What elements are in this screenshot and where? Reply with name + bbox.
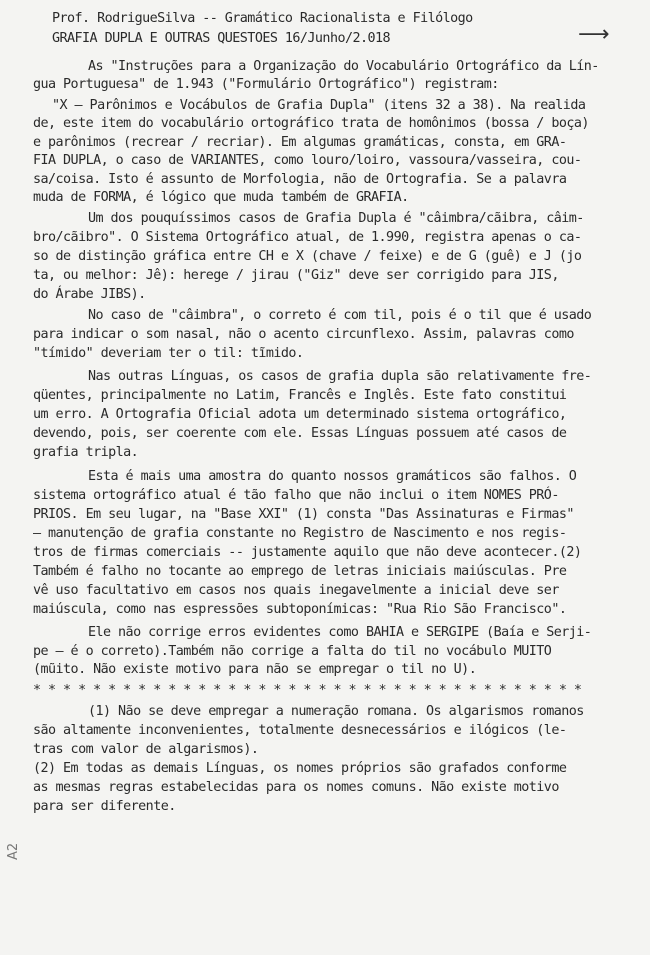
text-line: "tímido" deveriam ter o til: tĩmido. <box>33 346 304 361</box>
text-line: — manutenção de grafia constante no Registro de Nascimento e nos regis- <box>33 526 567 541</box>
text-line: (2) Em todas as demais Línguas, os nomes próprios são grafados conforme <box>33 761 567 776</box>
text-line: Um dos pouquíssimos casos de Grafia Dupla é "câimbra/cãibra, câim- <box>88 211 584 226</box>
text-line: FIA DUPLA, o caso de VARIANTES, como louro/loiro, vassoura/vasseira, cou- <box>33 153 582 168</box>
text-line: ta, ou melhor: Jê): herege / jirau ("Giz" deve ser corrigido para JIS, <box>33 268 559 283</box>
text-line: As "Instruções para a Organização do Vocabulário Ortográfico da Lín- <box>88 59 599 74</box>
text-line: (1) Não se deve empregar a numeração romana. Os algarismos romanos <box>88 704 584 719</box>
text-line: gua Portuguesa" de 1.943 ("Formulário Ortográfico") registram: <box>33 77 499 92</box>
text-line: Nas outras Línguas, os casos de grafia dupla são relativamente fre- <box>88 369 592 384</box>
text-line: tras com valor de algarismos). <box>33 742 259 757</box>
text-line: muda de FORMA, é lógico que muda também de GRAFIA. <box>33 190 409 205</box>
text-line: tros de firmas comerciais -- justamente aquilo que não deve acontecer.(2) <box>33 545 582 560</box>
text-line: vê uso facultativo em casos nos quais inegavelmente a inicial deve ser <box>33 583 559 598</box>
text-line: e parônimos (recrear / recriar). Em algumas gramáticas, consta, em GRA- <box>33 135 567 150</box>
text-line: "X — Parônimos e Vocábulos de Grafia Dupla" (itens 32 a 38). Na realida <box>52 98 586 113</box>
text-line: bro/cãibro". O Sistema Ortográfico atual, de 1.990, registra apenas o ca- <box>33 230 582 245</box>
text-line: Ele não corrige erros evidentes como BAHIA e SERGIPE (Baía e Serji- <box>88 625 592 640</box>
margin-annotation: A2 <box>6 842 21 860</box>
text-line: de, este item do vocabulário ortográfico trata de homônimos (bossa / boça) <box>33 116 589 131</box>
text-line: para ser diferente. <box>33 799 176 814</box>
text-line: maiúscula, como nas espressões subtoponímicas: "Rua Rio São Francisco". <box>33 602 567 617</box>
arrow-icon: ⟶ <box>578 22 610 47</box>
text-line: para indicar o som nasal, não o acento circunflexo. Assim, palavras como <box>33 327 574 342</box>
text-line: grafia tripla. <box>33 445 139 460</box>
page-title: GRAFIA DUPLA E OUTRAS QUESTOES 16/Junho/2.018 <box>52 31 391 46</box>
text-line: Também é falho no tocante ao emprego de letras iniciais maiúsculas. Pre <box>33 564 567 579</box>
text-line: sistema ortográfico atual é tão falho que não inclui o item NOMES PRÓ- <box>33 488 559 503</box>
text-line: (mũito. Não existe motivo para não se empregar o til no U). <box>33 662 477 677</box>
header-author: Prof. RodrigueSilva -- Gramático Racionalista e Filólogo <box>52 11 473 26</box>
text-line: pe — é o correto).Também não corrige a falta do til no vocábulo MUITO <box>33 644 552 659</box>
text-line: * * * * * * * * * * * * * * * * * * * * * * * * * * * * * * * * * * * * * <box>33 683 582 698</box>
text-line: No caso de "câimbra", o correto é com til, pois é o til que é usado <box>88 308 592 323</box>
text-line: devendo, pois, ser coerente com ele. Essas Línguas possuem até casos de <box>33 426 567 441</box>
text-line: as mesmas regras estabelecidas para os nomes comuns. Não existe motivo <box>33 780 559 795</box>
text-line: Esta é mais uma amostra do quanto nossos gramáticos são falhos. O <box>88 469 577 484</box>
text-line: sa/coisa. Isto é assunto de Morfologia, não de Ortografia. Se a palavra <box>33 172 567 187</box>
text-line: PRIOS. Em seu lugar, na "Base XXI" (1) consta "Das Assinaturas e Firmas" <box>33 507 574 522</box>
text-line: qüentes, principalmente no Latim, Francês e Inglês. Este fato constitui <box>33 388 567 403</box>
text-line: do Árabe JIBS). <box>33 287 146 302</box>
text-line: so de distinção gráfica entre CH e X (chave / feixe) e de G (guê) e J (jo <box>33 249 582 264</box>
text-line: um erro. A Ortografia Oficial adota um determinado sistema ortográfico, <box>33 407 567 422</box>
text-line: são altamente inconvenientes, totalmente desnecessários e ilógicos (le- <box>33 723 567 738</box>
